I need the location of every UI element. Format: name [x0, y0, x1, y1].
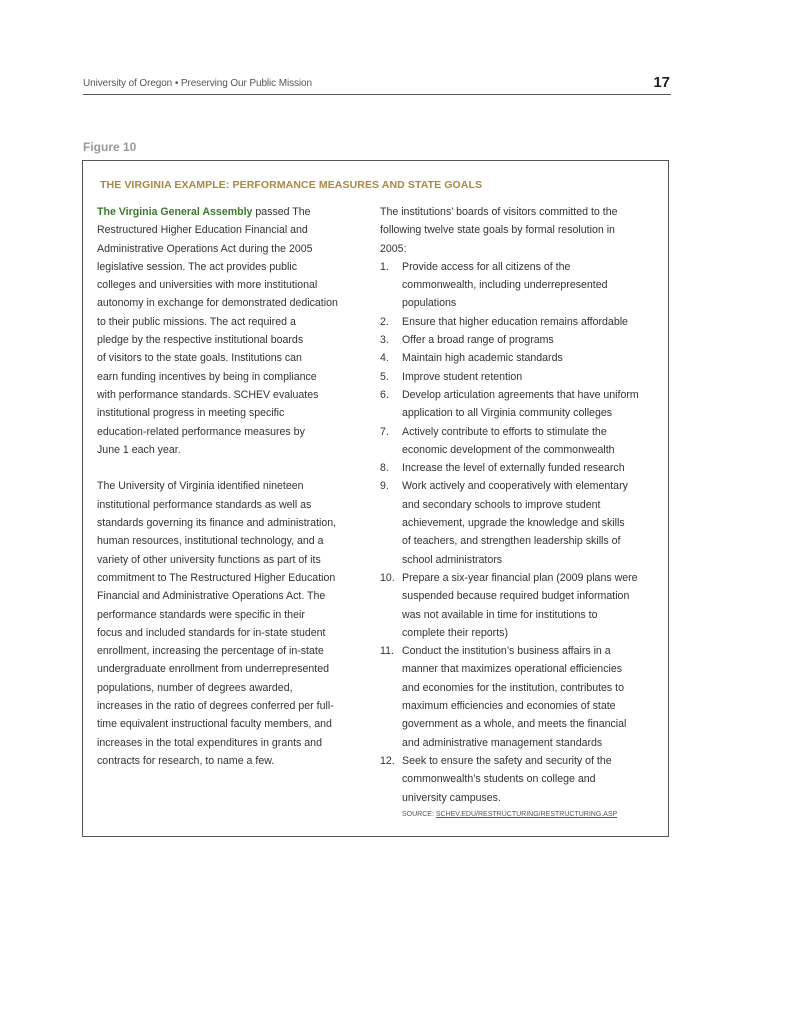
- goal-line: populations: [402, 297, 457, 310]
- goal-line: Actively contribute to efforts to stimulate the: [402, 425, 607, 438]
- goal-item: [380, 423, 665, 460]
- figure-label: Figure 10: [83, 140, 137, 154]
- goal-line: application to all Virginia community colleges: [402, 407, 613, 420]
- goal-number: 4.: [380, 352, 389, 365]
- goal-line: suspended because required budget information: [402, 590, 630, 603]
- text-line: standards governing its finance and administration,: [97, 517, 337, 530]
- goal-line: government as a whole, and meets the financial: [402, 718, 627, 731]
- goal-line: complete their reports): [402, 626, 508, 639]
- text-line: June 1 each year.: [97, 443, 181, 456]
- source-prefix: SOURCE:: [402, 810, 436, 818]
- figure-box: [82, 160, 669, 837]
- goal-item: [380, 368, 665, 386]
- text-line: increases in the ratio of degrees conferred per full-: [97, 700, 334, 713]
- goal-line: Prepare a six-year financial plan (2009 plans were: [402, 571, 638, 584]
- goal-line: Seek to ensure the safety and security of the: [402, 754, 612, 767]
- text-line: performance standards were specific in their: [97, 608, 305, 621]
- goal-text: [402, 752, 665, 807]
- goal-line: Increase the level of externally funded research: [402, 462, 625, 475]
- goal-line: Improve student retention: [402, 370, 523, 383]
- goal-line: Conduct the institution’s business affairs in a: [402, 645, 611, 658]
- text-line: colleges and universities with more institutional: [97, 279, 318, 292]
- goal-line: Ensure that higher education remains affordable: [402, 315, 628, 328]
- right-column: [380, 203, 665, 820]
- source-citation: [402, 810, 665, 820]
- goal-item: [380, 459, 665, 477]
- text-line: focus and included standards for in-state student: [97, 626, 326, 639]
- goal-line: maximum efficiencies and economies of state: [402, 700, 616, 713]
- text-line: Restructured Higher Education Financial and: [97, 224, 308, 237]
- text-line: time equivalent instructional faculty members, and: [97, 718, 332, 731]
- text-line: The institutions’ boards of visitors committed to the: [380, 206, 618, 218]
- goal-item: [380, 477, 665, 568]
- goal-item: [380, 349, 665, 367]
- lead-phrase: The Virginia General Assembly: [97, 206, 253, 218]
- goal-line: Offer a broad range of programs: [402, 334, 554, 347]
- goal-line: university campuses.: [402, 791, 501, 804]
- goal-line: manner that maximizes operational efficiencies: [402, 663, 623, 676]
- goal-line: of teachers, and strengthen leadership skills of: [402, 535, 621, 548]
- goal-number: 8.: [380, 462, 389, 475]
- goal-text: [402, 569, 665, 642]
- paragraph-gap: [97, 459, 372, 477]
- text-line: [97, 203, 372, 221]
- goal-item: [380, 386, 665, 423]
- left-column: [97, 203, 372, 770]
- text-line: earn funding incentives by being in compliance: [97, 370, 317, 383]
- goal-text: [402, 423, 665, 460]
- goal-line: Work actively and cooperatively with elementary: [402, 480, 628, 493]
- page-number: 17: [653, 74, 670, 91]
- text-line: following twelve state goals by formal resolution in: [380, 224, 615, 237]
- goal-line: school administrators: [402, 553, 503, 566]
- goal-text: [402, 349, 665, 367]
- goal-number: 6.: [380, 388, 389, 401]
- goal-item: [380, 642, 665, 752]
- text-line: with performance standards. SCHEV evaluates: [97, 388, 319, 401]
- goal-text: [402, 368, 665, 386]
- goal-line: and administrative management standards: [402, 736, 603, 749]
- text-line: Financial and Administrative Operations Act. The: [97, 590, 326, 603]
- text-line: variety of other university functions as part of its: [97, 553, 321, 566]
- text-line: 2005:: [380, 242, 407, 255]
- goal-line: economic development of the commonwealth: [402, 443, 615, 456]
- goal-line: Develop articulation agreements that have uniform: [402, 388, 639, 401]
- goal-item: [380, 331, 665, 349]
- text-line: undergraduate enrollment from underrepresented: [97, 663, 330, 676]
- text-line: populations, number of degrees awarded,: [97, 681, 293, 694]
- text-line: Administrative Operations Act during the 2005: [97, 242, 313, 255]
- goal-number: 3.: [380, 334, 389, 347]
- goal-item: [380, 313, 665, 331]
- goal-line: and secondary schools to improve student: [402, 498, 601, 511]
- goal-line: achievement, upgrade the knowledge and skills: [402, 517, 625, 530]
- goal-number: 7.: [380, 425, 389, 438]
- text-span: passed The: [252, 206, 311, 218]
- goal-text: [402, 459, 665, 477]
- goal-line: and economies for the institution, contributes to: [402, 681, 625, 694]
- goal-text: [402, 331, 665, 349]
- goal-item: [380, 258, 665, 313]
- text-line: institutional progress in meeting specific: [97, 407, 285, 420]
- goal-number: 5.: [380, 370, 389, 383]
- text-line: education-related performance measures by: [97, 425, 305, 438]
- text-line: legislative session. The act provides public: [97, 260, 298, 273]
- goal-line: was not available in time for institutions to: [402, 608, 598, 621]
- text-line: The University of Virginia identified nineteen: [97, 480, 304, 493]
- goal-line: commonwealth’s students on college and: [402, 773, 596, 786]
- goal-text: [402, 258, 665, 313]
- running-header: University of Oregon • Preserving Our Public Mission: [83, 78, 312, 89]
- goal-text: [402, 477, 665, 568]
- text-line: human resources, institutional technology, and a: [97, 535, 324, 548]
- text-line: pledge by the respective institutional boards: [97, 334, 304, 347]
- text-line: institutional performance standards as well as: [97, 498, 312, 511]
- page-header: [83, 74, 671, 95]
- goal-item: [380, 569, 665, 642]
- text-line: contracts for research, to name a few.: [97, 754, 275, 767]
- figure-title: THE VIRGINIA EXAMPLE: PERFORMANCE MEASURES AND STATE GOALS: [100, 179, 483, 191]
- goal-text: [402, 313, 665, 331]
- goal-line: Maintain high academic standards: [402, 352, 563, 365]
- goal-text: [402, 386, 665, 423]
- goal-number: 10.: [380, 571, 395, 584]
- source-link[interactable]: SCHEV.EDU/RESTRUCTURING/RESTRUCTURING.ASP: [435, 810, 618, 818]
- text-line: commitment to The Restructured Higher Education: [97, 571, 336, 584]
- goal-number: 1.: [380, 260, 389, 273]
- goal-number: 2.: [380, 315, 389, 328]
- goal-line: Provide access for all citizens of the: [402, 260, 571, 273]
- text-line: to their public missions. The act required a: [97, 315, 296, 328]
- text-line: autonomy in exchange for demonstrated dedication: [97, 297, 338, 310]
- goal-number: 12.: [380, 754, 395, 767]
- goals-list: [380, 258, 665, 807]
- goal-text: [402, 642, 665, 752]
- text-line: increases in the total expenditures in grants and: [97, 736, 322, 749]
- goal-item: [380, 752, 665, 807]
- goal-number: 9.: [380, 480, 389, 493]
- text-line: enrollment, increasing the percentage of in-state: [97, 645, 324, 658]
- text-line: of visitors to the state goals. Institutions can: [97, 352, 302, 365]
- goal-number: 11.: [380, 645, 394, 658]
- goal-line: commonwealth, including underrepresented: [402, 279, 608, 292]
